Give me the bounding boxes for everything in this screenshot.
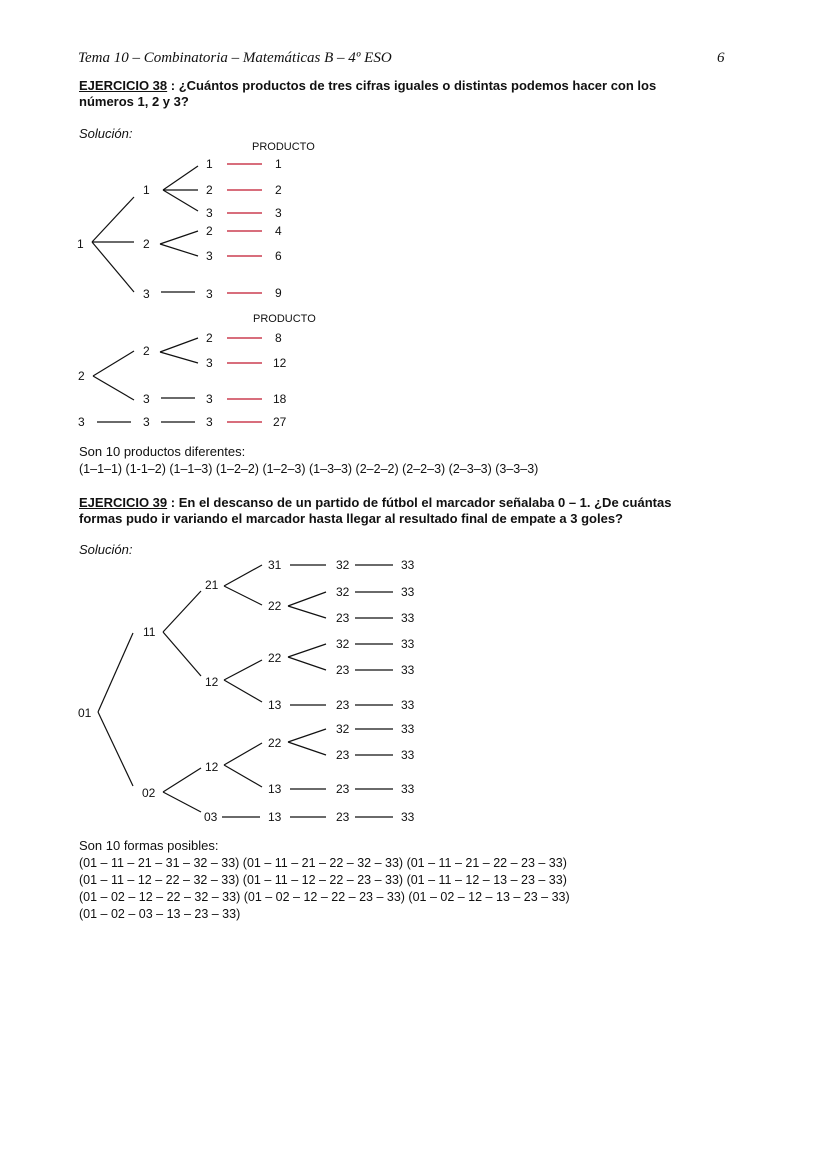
ex39-l4: 32: [336, 637, 350, 651]
tree2-product: 12: [273, 356, 287, 370]
tree2-l2: 3: [206, 392, 213, 406]
tree1-product: 3: [275, 206, 282, 220]
page-header-title: Tema 10 – Combinatoria – Matemáticas B – 4º ESO: [78, 50, 392, 66]
ex39-l5: 33: [401, 611, 415, 625]
ex39-l4: 23: [336, 698, 350, 712]
tree1-l2: 2: [206, 224, 213, 238]
ex38-summary: Son 10 productos diferentes:: [79, 444, 246, 459]
tree1-product: 9: [275, 286, 282, 300]
tree1-heading: PRODUCTO: [252, 141, 315, 153]
tree1-branch: [160, 244, 198, 256]
tree1-product: 6: [275, 249, 282, 263]
ex39-l4: 23: [336, 663, 350, 677]
tree1-branch: [92, 197, 134, 242]
ex39-branch: [98, 712, 133, 786]
ex39-branch: [163, 768, 201, 792]
ex39-l1: 02: [142, 786, 156, 800]
tree1-branch: [160, 231, 198, 244]
tree2-l1: 2: [143, 344, 150, 358]
tree2-branch: [160, 352, 198, 363]
ex39-l2: 21: [205, 578, 219, 592]
tree1-product: 1: [275, 157, 282, 171]
tree1-l2: 1: [206, 157, 213, 171]
tree1-branch: [92, 242, 134, 292]
ex39-summary: Son 10 formas posibles:: [79, 838, 219, 853]
tree1-branch: [163, 190, 198, 211]
tree3-l1: 3: [143, 415, 150, 429]
ex39-l1: 11: [143, 625, 156, 639]
ex39-l3: 13: [268, 782, 282, 796]
ex39-l4: 32: [336, 585, 350, 599]
ex39-l3: 13: [268, 810, 282, 824]
ex39-question-line1: En el descanso de un partido de fútbol el marcador señalaba 0 – 1. ¿De cuántas: [178, 495, 672, 510]
ex38-question-line2: números 1, 2 y 3?: [79, 94, 189, 109]
ex39-branch: [288, 592, 326, 606]
ex39-l3: 13: [268, 698, 282, 712]
ex39-branch: [163, 632, 201, 676]
page-number: 6: [717, 50, 725, 66]
ex39-branch: [288, 606, 326, 618]
tree3-product: 27: [273, 415, 287, 429]
ex39-l4: 23: [336, 611, 350, 625]
ex39-root: 01: [78, 706, 92, 720]
ex39-l3: 22: [268, 651, 282, 665]
ex39-l4: 32: [336, 722, 350, 736]
ex39-branch: [224, 743, 262, 765]
tree2-root: 2: [78, 369, 85, 383]
ex39-l3: 22: [268, 736, 282, 750]
tree2-l2: 2: [206, 331, 213, 345]
ex39-line: (01 – 02 – 12 – 22 – 32 – 33) (01 – 02 – 12 – 22 – 23 – 33) (01 – 02 – 12 – 13 – 23 – 33): [79, 890, 570, 904]
ex39-l3: 31: [268, 558, 282, 572]
ex39-line: (01 – 11 – 21 – 31 – 32 – 33) (01 – 11 – 21 – 22 – 32 – 33) (01 – 11 – 21 – 22 – 23 – 33): [79, 856, 567, 870]
ex39-l5: 33: [401, 782, 415, 796]
tree1-product-connectors: [227, 164, 262, 293]
ex38-label: EJERCICIO 38: [79, 78, 168, 93]
ex39-l5: 33: [401, 698, 415, 712]
ex39-l4: 23: [336, 748, 350, 762]
ex39-separator: :: [167, 495, 179, 510]
tree2-branch: [93, 376, 134, 400]
ex39-l3: 22: [268, 599, 282, 613]
ex39-l5: 33: [401, 810, 415, 824]
ex39-l2: 12: [205, 760, 219, 774]
tree1-product: 4: [275, 224, 282, 238]
ex39-branch: [288, 644, 326, 657]
ex39-l4: 23: [336, 782, 350, 796]
tree1-l1: 1: [143, 183, 150, 197]
ex39-l5: 33: [401, 722, 415, 736]
ex39-l5: 33: [401, 663, 415, 677]
ex39-branch: [288, 657, 326, 670]
ex39-line: (01 – 02 – 03 – 13 – 23 – 33): [79, 907, 241, 921]
tree2-l1: 3: [143, 392, 150, 406]
tree2-heading: PRODUCTO: [253, 313, 316, 325]
ex38-separator: :: [167, 78, 179, 93]
ex39-l2: 03: [204, 810, 218, 824]
ex39-label: EJERCICIO 39: [79, 495, 168, 510]
ex38-question-line1: ¿Cuántos productos de tres cifras iguales o distintas podemos hacer con los: [178, 78, 657, 93]
ex39-branch: [98, 633, 133, 712]
ex39-branch: [288, 742, 326, 755]
tree2-branch: [160, 338, 198, 352]
ex39-line: (01 – 11 – 12 – 22 – 32 – 33) (01 – 11 – 12 – 22 – 23 – 33) (01 – 11 – 12 – 13 – 23 – 33): [79, 873, 567, 887]
ex39-branches: [98, 565, 393, 817]
ex39-branch: [224, 586, 262, 605]
ex39-l5: 33: [401, 585, 415, 599]
ex39-branch: [288, 729, 326, 742]
ex39-branch: [224, 660, 262, 680]
tree1-l2: 3: [206, 287, 213, 301]
ex39-question: [79, 495, 671, 510]
ex39-branch: [163, 591, 201, 632]
ex39-l4: 23: [336, 810, 350, 824]
tree2-product: 18: [273, 392, 287, 406]
ex39-l4: 32: [336, 558, 350, 572]
ex39-l5: 33: [401, 637, 415, 651]
tree1-l1: 3: [143, 287, 150, 301]
tree2-l2: 3: [206, 356, 213, 370]
tree3-root: 3: [78, 415, 85, 429]
ex39-question-line2: formas pudo ir variando el marcador hasta llegar al resultado final de empate a 3 goles?: [79, 511, 624, 526]
ex39-solution-label: Solución:: [79, 542, 133, 557]
tree2-product: 8: [275, 331, 282, 345]
tree2-branch: [93, 351, 134, 376]
ex39-l5: 33: [401, 748, 415, 762]
ex39-branch: [224, 565, 262, 586]
tree1-product: 2: [275, 183, 282, 197]
ex39-l5: 33: [401, 558, 415, 572]
tree1-l2: 3: [206, 249, 213, 263]
tree1-l2: 2: [206, 183, 213, 197]
ex38-combinations: (1–1–1) (1-1–2) (1–1–3) (1–2–2) (1–2–3) (1–3–3) (2–2–2) (2–2–3) (2–3–3) (3–3–3): [79, 462, 539, 476]
tree1-root: 1: [77, 237, 84, 251]
ex38-solution-label: Solución:: [79, 126, 133, 141]
tree1-branch: [163, 166, 198, 190]
tree2-product-connectors: [227, 338, 262, 399]
ex39-branch: [224, 765, 262, 787]
ex39-branch: [224, 680, 262, 702]
tree3-l2: 3: [206, 415, 213, 429]
tree1-l1: 2: [143, 237, 150, 251]
ex39-branch: [163, 792, 201, 812]
ex39-l2: 12: [205, 675, 219, 689]
tree1-l2: 3: [206, 206, 213, 220]
